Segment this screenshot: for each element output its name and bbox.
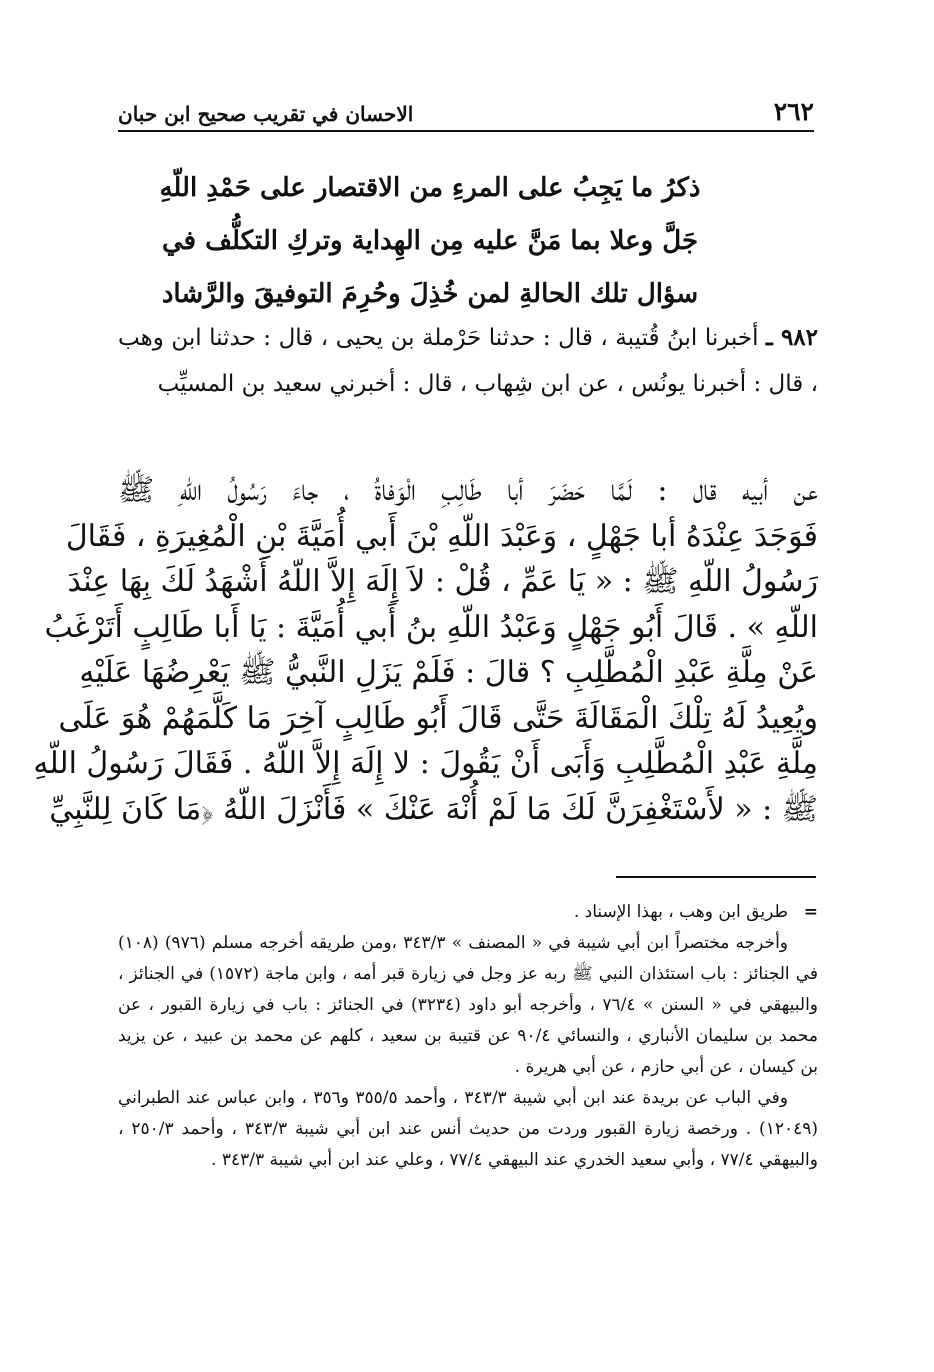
chapter-heading: [150, 162, 710, 321]
matn-line: اللّهِ » . قَالَ أَبُو جَهْلٍ وَعَبْدُ اللّهِ بنُ أَبي أُمَيَّةَ : يَا أَبا طَالِبٍ أَتَرْغَبُ: [44, 609, 818, 645]
hadith-number: ٩٨٢ ـ: [766, 324, 819, 351]
matn-line: ﷺ : « لأَسْتَغْفِرَنَّ لَكَ مَا لَمْ أُنْهَ عَنْكَ » فَأَنْزَلَ اللّهُ ﴿مَا كَانَ لِلنَّبِيِّ: [49, 791, 818, 827]
continuation-marker: =: [803, 902, 818, 922]
matn-line: ويُعِيدُ لَهُ تِلْكَ الْمَقَالَةَ حَتَّى قَالَ أَبُو طَالِبٍ آخِرَ مَا كَلَّمَهُمْ هُوَ عَلَى: [58, 700, 818, 736]
matn-line: مِلَّةِ عَبْدِ الْمُطَّلِبِ وَأَبَى أَنْ يَقُولَ : لا إِلَهَ إِلاَّ اللّهُ . فَقَالَ رَسُولُ اللّهِ: [33, 746, 818, 781]
footnote-text: طريق ابن وهب ، بهذا الإسناد .: [573, 902, 788, 922]
footnote-paragraph: وأخرجه مختصراً ابن أبي شيبة في « المصنف » ٣٤٣/٣ ،ومن طريقه أخرجه مسلم (٩٧٦) (١٠٨) في الجنائز : باب استئذان النبي ﷺ ربه عز وجل في زيارة قبر أمه ، وابن ماجة (١٥٧٢) في الجنائز ، والبيهقي في « السنن » ٧٦/٤ ، وأخرجه أبو داود (٣٢٣٤) في الجنائز : باب في زيارة القبور ، عن محمد بن سليمان الأنباري ، والنسائي ٩٠/٤ عن قتيبة بن سعيد ، كلهم عن محمد بن عبيد ، عن يزيد بن كيسان ، عن أبي حازم ، عن أبي هريرة .: [118, 933, 819, 1077]
isnad-text: أخبرنا ابنُ قُتيبة ، قال : حدثنا حَرْملة بن يحيى ، قال : حدثنا ابن وهب ، قال : أخبرنا يونُس ، عن ابن شِهاب ، قال : أخبرني سعيد بن المسيِّب: [118, 325, 818, 397]
matn-line: رَسُولُ اللّهِ ﷺ : « يَا عَمِّ ، قُلْ : لاَ إِلَهَ إِلاَّ اللّهُ أَشْهَدُ لَكَ بِهَا عِنْدَ: [67, 564, 818, 599]
running-header: [118, 92, 814, 132]
footnotes: [118, 897, 818, 1176]
footnote-divider: [616, 876, 816, 878]
footnote-paragraph: وفي الباب عن بريدة عند ابن أبي شيبة ٣٤٣/٣ ، وأحمد ٣٥٥/٥ و٣٥٦ ، وابن عباس عند الطبراني (١٢٠٤٩) . ورخصة زيارة القبور وردت من حديث أنس عند ابن أبي شيبة ٣٤٣/٣ ، وأحمد ٢٥٠/٣ ، والبيهقي ٧٧/٤ ، وأبي سعيد الخدري عند البيهقي ٧٧/٤ ، وعلي عند ابن أبي شيبة ٣٤٣/٣ .: [118, 1088, 818, 1170]
chapter-heading-line: ذكرُ ما يَجِبُ على المرءِ من الاقتصار على حَمْدِ اللّهِ: [159, 173, 701, 203]
page-number: ٢٦٢: [773, 97, 814, 126]
book-title: الاحسان في تقريب صحيح ابن حبان: [118, 102, 414, 126]
matn-line: عن أبيه قال : لَمَّا حَضَرَ أبا طَالِبِ الْوَفاةُ ، جاءَ رَسُولُ اللّهِ ﷺ: [118, 473, 818, 508]
footnote-paragraph: [118, 897, 818, 928]
chapter-heading-line: سؤال تلك الحالةِ لمن خُذِلَ وحُرِمَ التوفيقَ والرَّشاد: [161, 279, 699, 309]
chapter-heading-line: جَلَّ وعلا بما مَنَّ عليه مِن الهِداية وتركِ التكلُّف في: [161, 226, 699, 256]
matn-line: فَوَجَدَ عِنْدَهُ أبا جَهْلٍ ، وَعَبْدَ اللّهِ بْنَ أَبي أُمَيَّةَ بْنِ الْمُغِيرَةِ ، فَقَالَ: [65, 518, 818, 554]
matn-line: عَنْ مِلَّةِ عَبْدِ الْمُطَّلِبِ ؟ قالَ : فَلَمْ يَزَلِ النَّبيُّ ﷺ يَعْرِضُهَا عَلَيْهِ: [79, 655, 818, 690]
hadith-isnad: [118, 315, 818, 407]
hadith-matn: [33, 468, 818, 832]
